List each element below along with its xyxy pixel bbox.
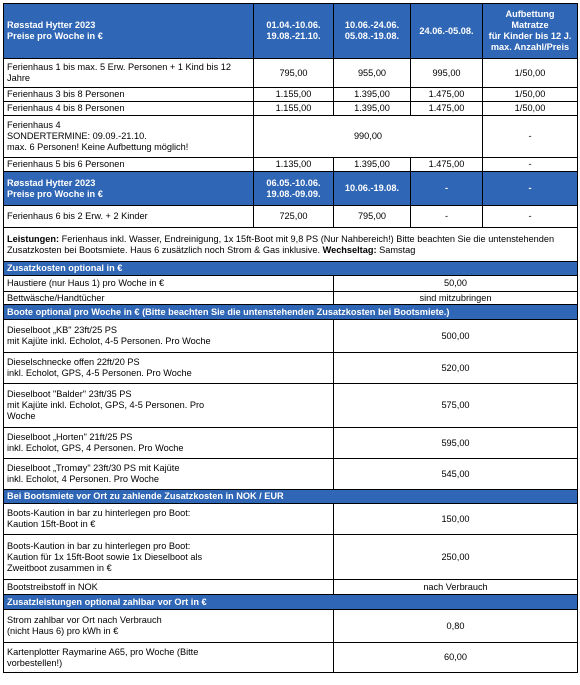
cost-label: Haustiere (nur Haus 1) pro Woche in € — [4, 276, 334, 292]
price-cell: 955,00 — [334, 59, 411, 88]
boat-row — [4, 384, 578, 428]
house-label: Ferienhaus 6 bis 2 Erw. + 2 Kinder — [4, 206, 254, 228]
section-header — [4, 305, 578, 320]
fuel-value: nach Verbrauch — [334, 580, 578, 595]
season-header-2: 10.06.-24.06. 05.08.-19.08. — [334, 4, 411, 59]
cost-value: 50,00 — [334, 276, 578, 292]
house-label: Ferienhaus 3 bis 8 Personen — [4, 88, 254, 102]
deposit-value: 150,00 — [334, 504, 578, 535]
special-price-cell: 990,00 — [254, 116, 483, 158]
extra-bed-cell: - — [483, 158, 578, 172]
extra-bed-header: - — [483, 172, 578, 206]
deposit-value: 250,00 — [334, 535, 578, 580]
section-header — [4, 262, 578, 276]
house4-special-row — [4, 116, 578, 158]
section-title: Zusatzkosten optional in € — [4, 262, 578, 276]
boat-price: 595,00 — [334, 428, 578, 459]
service-extra-row — [4, 643, 578, 673]
price-cell: 1.155,00 — [254, 88, 334, 102]
deposit-row — [4, 504, 578, 535]
boat-label: Dieselboot „Tromøy" 23ft/30 PS mit Kajüte inkl. Echolot, 4 Personen. Pro Woche — [4, 459, 334, 490]
price-cell: 1.395,00 — [334, 158, 411, 172]
services-text: Leistungen: Ferienhaus inkl. Wasser, Endreinigung, 1x 15ft-Boot mit 9,8 PS (Nur Nahbereich!) Bitte beachten Sie die untenstehenden Zusatzkosten bei Bootsmiete. Haus 6 zusätzlich noch Strom & Gas inklusive. Wechseltag: Samstag — [4, 228, 578, 262]
price-table — [3, 3, 578, 673]
extra-bed-cell: 1/50,00 — [483, 88, 578, 102]
boat-label: Dieselschnecke offen 22ft/20 PS inkl. Echolot, GPS, 4-5 Personen. Pro Woche — [4, 353, 334, 384]
house-label: Ferienhaus 5 bis 6 Personen — [4, 158, 254, 172]
price-cell: 1.475,00 — [411, 102, 483, 116]
house-label: Ferienhaus 4 bis 8 Personen — [4, 102, 254, 116]
section-title: Bei Bootsmiete vor Ort zu zahlende Zusatzkosten in NOK / EUR — [4, 490, 578, 504]
house-row — [4, 88, 578, 102]
house-row — [4, 206, 578, 228]
boat-price: 520,00 — [334, 353, 578, 384]
cost-row — [4, 292, 578, 305]
boat-label: Dieselboot "Balder" 23ft/35 PS mit Kajüte inkl. Echolot, GPS, 4-5 Personen. Pro Woche — [4, 384, 334, 428]
section-title: Zusatzleistungen optional zahlbar vor Ort in € — [4, 595, 578, 610]
section-title: Boote optional pro Woche in € (Bitte beachten Sie die untenstehenden Zusatzkosten bei Bootsmiete.) — [4, 305, 578, 320]
price-cell: 1.475,00 — [411, 88, 483, 102]
price-cell: 1.395,00 — [334, 88, 411, 102]
season-header-3: 24.06.-05.08. — [411, 4, 483, 59]
services-row — [4, 228, 578, 262]
price-cell: 795,00 — [254, 59, 334, 88]
season-header-3: - — [411, 172, 483, 206]
season-header-2: 10.06.-19.08. — [334, 172, 411, 206]
house-label: Ferienhaus 4 SONDERTERMINE: 09.09.-21.10. max. 6 Personen! Keine Aufbettung möglich! — [4, 116, 254, 158]
boat-row — [4, 320, 578, 353]
season-header-1: 06.05.-10.06. 19.08.-09.09. — [254, 172, 334, 206]
cost-value: sind mitzubringen — [334, 292, 578, 305]
header-title: Røsstad Hytter 2023 Preise pro Woche in € — [4, 172, 254, 206]
price-cell: 795,00 — [334, 206, 411, 228]
boat-price: 545,00 — [334, 459, 578, 490]
price-cell: 1.395,00 — [334, 102, 411, 116]
section-header — [4, 595, 578, 610]
boat-row — [4, 353, 578, 384]
boat-price: 500,00 — [334, 320, 578, 353]
service-extra-value: 60,00 — [334, 643, 578, 673]
extra-bed-header: Aufbettung Matratze für Kinder bis 12 J. max. Anzahl/Preis — [483, 4, 578, 59]
cost-row — [4, 276, 578, 292]
section-header — [4, 490, 578, 504]
service-extra-row — [4, 610, 578, 643]
boat-label: Dieselboot „KB" 23ft/25 PS mit Kajüte inkl. Echolot, 4-5 Personen. Pro Woche — [4, 320, 334, 353]
house-row — [4, 59, 578, 88]
cost-label: Bettwäsche/Handtücher — [4, 292, 334, 305]
price-cell: 725,00 — [254, 206, 334, 228]
price-cell: 1.135,00 — [254, 158, 334, 172]
price-cell: 1.475,00 — [411, 158, 483, 172]
extra-bed-cell: - — [483, 116, 578, 158]
boat-row — [4, 428, 578, 459]
price-cell: 995,00 — [411, 59, 483, 88]
extra-bed-cell: - — [483, 206, 578, 228]
deposit-label: Boots-Kaution in bar zu hinterlegen pro Boot: Kaution für 1x 15ft-Boot sowie 1x Dieselboot als Zweitboot zusammen in € — [4, 535, 334, 580]
service-extra-label: Kartenplotter Raymarine A65, pro Woche (Bitte vorbestellen!) — [4, 643, 334, 673]
deposit-row — [4, 535, 578, 580]
season-header-1: 01.04.-10.06. 19.08.-21.10. — [254, 4, 334, 59]
header-title: Røsstad Hytter 2023 Preise pro Woche in € — [4, 4, 254, 59]
price-cell: - — [411, 206, 483, 228]
house-row — [4, 158, 578, 172]
extra-bed-cell: 1/50,00 — [483, 59, 578, 88]
fuel-label: Bootstreibstoff in NOK — [4, 580, 334, 595]
boat-label: Dieselboot „Horten" 21ft/25 PS inkl. Echolot, GPS, 4 Personen. Pro Woche — [4, 428, 334, 459]
header-row-1 — [4, 4, 578, 59]
price-cell: 1.155,00 — [254, 102, 334, 116]
extra-bed-cell: 1/50,00 — [483, 102, 578, 116]
boat-row — [4, 459, 578, 490]
house-row — [4, 102, 578, 116]
service-extra-label: Strom zahlbar vor Ort nach Verbrauch (nicht Haus 6) pro kWh in € — [4, 610, 334, 643]
boat-price: 575,00 — [334, 384, 578, 428]
house-label: Ferienhaus 1 bis max. 5 Erw. Personen + 1 Kind bis 12 Jahre — [4, 59, 254, 88]
fuel-row — [4, 580, 578, 595]
service-extra-value: 0,80 — [334, 610, 578, 643]
deposit-label: Boots-Kaution in bar zu hinterlegen pro Boot: Kaution 15ft-Boot in € — [4, 504, 334, 535]
header-row-2 — [4, 172, 578, 206]
